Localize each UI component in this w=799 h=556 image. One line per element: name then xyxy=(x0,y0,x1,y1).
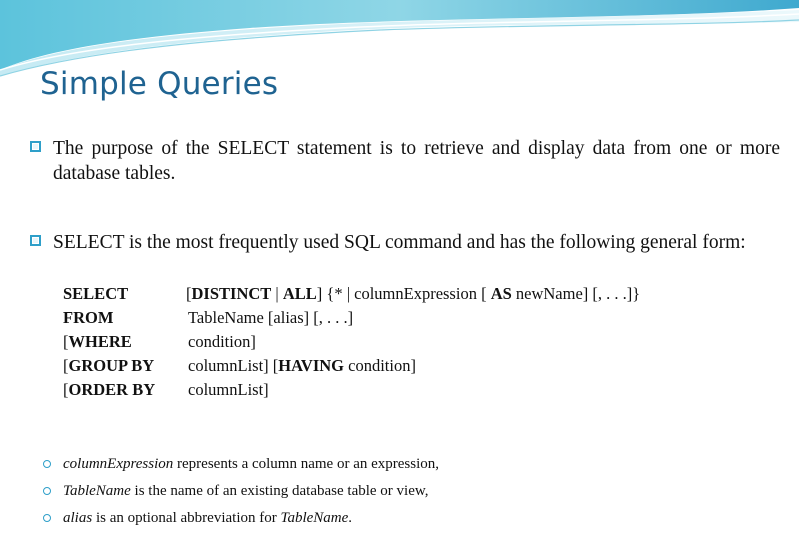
circle-bullet-icon xyxy=(43,514,51,522)
group-by-clause: columnList] [HAVING condition] xyxy=(188,356,416,375)
select-clause: [DISTINCT | ALL] {* | columnExpression [ AS newName] [, . . .]} xyxy=(186,284,641,303)
circle-bullet-icon xyxy=(43,487,51,495)
square-bullet-icon xyxy=(30,141,41,152)
keyword-from: FROM xyxy=(63,308,114,327)
slide-title: Simple Queries xyxy=(40,66,279,102)
where-clause: condition] xyxy=(188,332,256,351)
square-bullet-icon xyxy=(30,235,41,246)
keyword-where: [WHERE xyxy=(63,332,132,351)
from-clause: TableName [alias] [, . . .] xyxy=(188,308,354,327)
order-by-clause: columnList] xyxy=(188,380,269,399)
circle-bullet-icon xyxy=(43,460,51,468)
bullet-item xyxy=(30,230,780,255)
keyword-group-by: [GROUP BY xyxy=(63,356,155,375)
keyword-order-by: [ORDER BY xyxy=(63,380,156,399)
keyword-select: SELECT xyxy=(63,284,129,303)
bullet-item xyxy=(30,136,780,186)
bullet-text: SELECT is the most frequently used SQL command and has the following general form: xyxy=(53,232,746,253)
bullet-text: The purpose of the SELECT statement is to retrieve and display data from one or more database tables. xyxy=(53,138,780,184)
